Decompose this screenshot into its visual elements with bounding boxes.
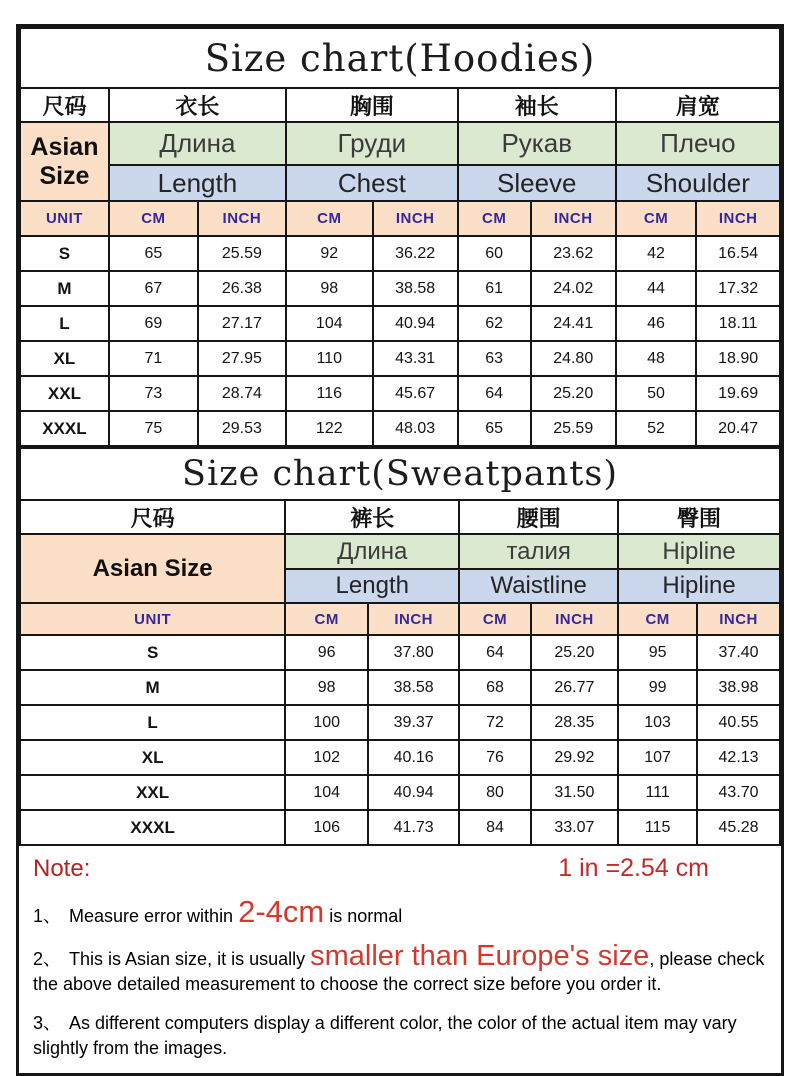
col-header-ru: Плечо [616,122,780,165]
hoodies-table [19,27,781,447]
table-row [20,236,780,271]
value-cell: 106 [285,810,368,845]
value-cell: 48.03 [373,411,458,446]
table-row [20,341,780,376]
value-cell: 31.50 [531,775,618,810]
unit-label: UNIT [20,603,285,635]
col-header-en: Waistline [459,569,618,603]
notes-section [19,846,781,1073]
inch-label: INCH [373,201,458,236]
hoodies-title: Size chart(Hoodies) [20,28,780,88]
hoodies-cn-header-row [20,88,780,122]
col-header-en: Shoulder [616,165,780,201]
table-row [20,376,780,411]
hoodies-unit-row [20,201,780,236]
value-cell: 33.07 [531,810,618,845]
size-cell: L [20,306,109,341]
table-row [20,306,780,341]
value-cell: 27.95 [198,341,286,376]
value-cell: 73 [109,376,198,411]
col-header-cn: 袖长 [458,88,616,122]
size-cell: XXL [20,775,285,810]
value-cell: 65 [458,411,531,446]
value-cell: 23.62 [531,236,616,271]
value-cell: 61 [458,271,531,306]
note-number: 3、 [33,1012,62,1033]
value-cell: 50 [616,376,697,411]
note-item-1 [33,896,767,929]
value-cell: 25.59 [531,411,616,446]
value-cell: 16.54 [696,236,780,271]
asian-size-label: Asian Size [20,534,285,603]
col-header-cn: 肩宽 [616,88,780,122]
value-cell: 18.11 [696,306,780,341]
size-cell: M [20,271,109,306]
col-header-en: Hipline [618,569,780,603]
note-text: , please check the above detailed measurement to choose the correct size before you order it. [33,949,765,995]
value-cell: 25.20 [531,635,618,670]
hoodies-en-header-row [20,165,780,201]
value-cell: 37.40 [697,635,780,670]
size-cell: XXL [20,376,109,411]
value-cell: 28.35 [531,705,618,740]
size-cell: XXXL [20,411,109,446]
value-cell: 37.80 [368,635,459,670]
table-row [20,705,780,740]
inch-label: INCH [531,603,618,635]
value-cell: 52 [616,411,697,446]
value-cell: 103 [618,705,697,740]
value-cell: 111 [618,775,697,810]
value-cell: 38.58 [373,271,458,306]
value-cell: 116 [286,376,373,411]
value-cell: 98 [285,670,368,705]
size-cell: XL [20,341,109,376]
value-cell: 25.20 [531,376,616,411]
value-cell: 45.28 [697,810,780,845]
value-cell: 99 [618,670,697,705]
col-header-cn: 衣长 [109,88,286,122]
col-header-ru: Hipline [618,534,780,569]
value-cell: 62 [458,306,531,341]
value-cell: 28.74 [198,376,286,411]
value-cell: 71 [109,341,198,376]
value-cell: 40.55 [697,705,780,740]
value-cell: 25.59 [198,236,286,271]
value-cell: 38.98 [697,670,780,705]
value-cell: 44 [616,271,697,306]
value-cell: 96 [285,635,368,670]
col-header-en: Chest [286,165,458,201]
cm-label: CM [618,603,697,635]
value-cell: 29.53 [198,411,286,446]
value-cell: 104 [286,306,373,341]
inch-label: INCH [531,201,616,236]
size-cell: S [20,635,285,670]
size-label-cn: 尺码 [20,88,109,122]
size-chart-sheet [16,24,784,1076]
col-header-cn: 裤长 [285,500,459,534]
size-label-cn: 尺码 [20,500,285,534]
value-cell: 36.22 [373,236,458,271]
value-cell: 40.94 [368,775,459,810]
inch-cm-conversion: 1 in =2.54 cm [558,854,709,882]
col-header-ru: Груди [286,122,458,165]
size-cell: S [20,236,109,271]
note-text: is normal [324,906,403,926]
col-header-ru: Длина [285,534,459,569]
asian-size-label: Asian Size [20,122,109,201]
col-header-en: Sleeve [458,165,616,201]
sweatpants-table [19,447,781,846]
notes-header [33,854,767,883]
note-label: Note: [33,855,91,882]
value-cell: 19.69 [696,376,780,411]
col-header-en: Length [285,569,459,603]
value-cell: 67 [109,271,198,306]
value-cell: 48 [616,341,697,376]
value-cell: 84 [459,810,530,845]
value-cell: 24.41 [531,306,616,341]
cm-label: CM [459,603,530,635]
value-cell: 110 [286,341,373,376]
value-cell: 76 [459,740,530,775]
note-highlight: smaller than Europe's size [310,940,650,973]
value-cell: 68 [459,670,530,705]
hoodies-ru-header-row [20,122,780,165]
col-header-cn: 臀围 [618,500,780,534]
note-highlight: 2-4cm [238,894,325,929]
value-cell: 40.16 [368,740,459,775]
value-cell: 46 [616,306,697,341]
value-cell: 100 [285,705,368,740]
table-row [20,271,780,306]
value-cell: 80 [459,775,530,810]
value-cell: 75 [109,411,198,446]
note-text: As different computers display a different color, the color of the actual item may vary slightly from the images. [33,1012,737,1058]
note-item-2 [33,942,767,997]
cm-label: CM [286,201,373,236]
value-cell: 69 [109,306,198,341]
value-cell: 18.90 [696,341,780,376]
col-header-cn: 腰围 [459,500,618,534]
value-cell: 122 [286,411,373,446]
value-cell: 72 [459,705,530,740]
note-item-3 [33,1011,767,1061]
inch-label: INCH [198,201,286,236]
inch-label: INCH [696,201,780,236]
value-cell: 98 [286,271,373,306]
note-number: 2、 [33,949,62,970]
cm-label: CM [616,201,697,236]
value-cell: 63 [458,341,531,376]
value-cell: 17.32 [696,271,780,306]
inch-label: INCH [697,603,780,635]
value-cell: 107 [618,740,697,775]
table-row [20,810,780,845]
inch-label: INCH [368,603,459,635]
value-cell: 41.73 [368,810,459,845]
value-cell: 60 [458,236,531,271]
note-text: Measure error within [69,906,239,926]
value-cell: 24.02 [531,271,616,306]
hoodies-title-row [20,28,780,88]
col-header-ru: Рукав [458,122,616,165]
value-cell: 45.67 [373,376,458,411]
value-cell: 104 [285,775,368,810]
sweatpants-title-row [20,448,780,500]
value-cell: 26.77 [531,670,618,705]
value-cell: 65 [109,236,198,271]
size-cell: XXXL [20,810,285,845]
value-cell: 92 [286,236,373,271]
value-cell: 43.31 [373,341,458,376]
value-cell: 27.17 [198,306,286,341]
col-header-en: Length [109,165,286,201]
value-cell: 39.37 [368,705,459,740]
sweatpants-unit-row [20,603,780,635]
value-cell: 64 [459,635,530,670]
value-cell: 115 [618,810,697,845]
value-cell: 40.94 [373,306,458,341]
table-row [20,411,780,446]
table-row [20,740,780,775]
value-cell: 20.47 [696,411,780,446]
table-row [20,775,780,810]
note-text: This is Asian size, it is usually [69,949,311,970]
sweatpants-cn-header-row [20,500,780,534]
value-cell: 24.80 [531,341,616,376]
sweatpants-title: Size chart(Sweatpants) [20,448,780,500]
cm-label: CM [109,201,198,236]
value-cell: 38.58 [368,670,459,705]
value-cell: 42 [616,236,697,271]
value-cell: 102 [285,740,368,775]
value-cell: 95 [618,635,697,670]
col-header-ru: талия [459,534,618,569]
value-cell: 42.13 [697,740,780,775]
note-number: 1、 [33,906,62,926]
size-cell: XL [20,740,285,775]
table-row [20,670,780,705]
value-cell: 64 [458,376,531,411]
value-cell: 26.38 [198,271,286,306]
size-cell: L [20,705,285,740]
cm-label: CM [285,603,368,635]
size-cell: M [20,670,285,705]
value-cell: 29.92 [531,740,618,775]
table-row [20,635,780,670]
value-cell: 43.70 [697,775,780,810]
cm-label: CM [458,201,531,236]
unit-label: UNIT [20,201,109,236]
sweatpants-ru-header-row [20,534,780,569]
col-header-ru: Длина [109,122,286,165]
col-header-cn: 胸围 [286,88,458,122]
